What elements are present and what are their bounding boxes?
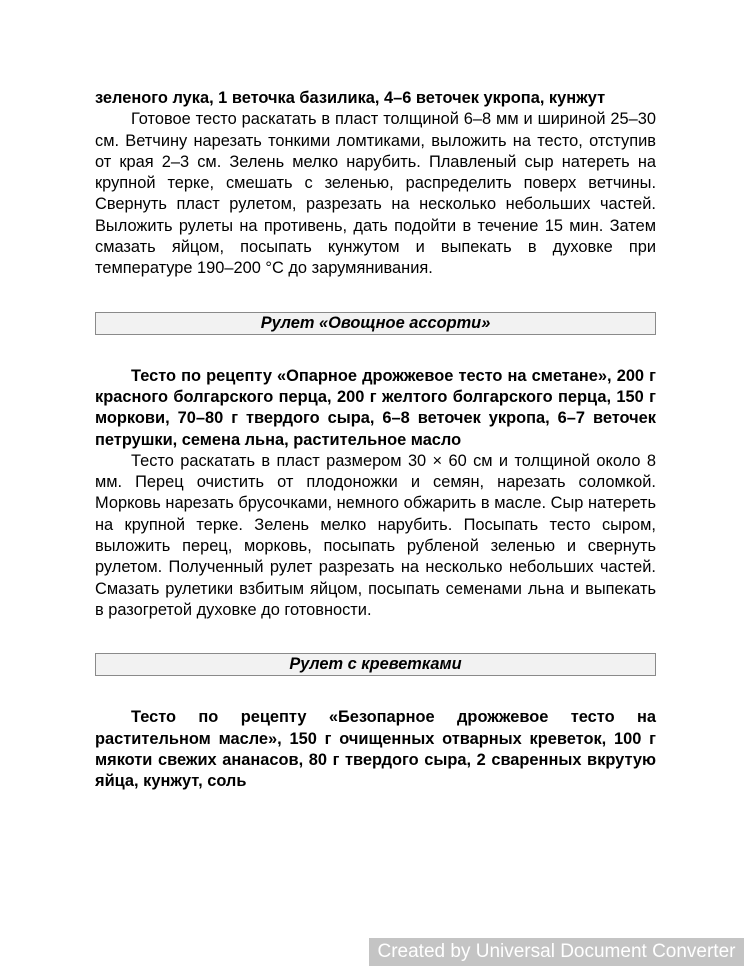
page-content (95, 88, 656, 792)
watermark: Created by Universal Document Converter (369, 938, 744, 966)
recipe2-ingredients: Тесто по рецепту «Опарное дрожжевое тесто на сметане», 200 г красного болгарского перца, 200 г желтого болгарского перца, 150 г моркови, 70–80 г твердого сыра, 6–8 веточек укропа, 6–7 веточек петрушки, семена льна, растительное масло (95, 366, 656, 449)
recipe2-method: Тесто раскатать в пласт размером 30 × 60 см и толщиной около 8 мм. Перец очистить от плодоножки и семян, нарезать соломкой. Морковь нарезать брусочками, немного обжарить в масле. Сыр натереть на крупной терке. Зелень мелко нарубить. Посыпать тесто сыром, выложить перец, морковь, посыпать рубленой зеленью и свернуть рулетом. Полученный рулет разрезать на несколько небольших частей. Смазать рулетики взбитым яйцом, посыпать семенами льна и выпекать в разогретой духовке до готовности. (95, 451, 656, 619)
recipe3-title: Рулет с креветками (95, 653, 656, 676)
recipe1-ingredients: зеленого лука, 1 веточка базилика, 4–6 веточек укропа, кунжут (95, 89, 606, 107)
recipe2-title: Рулет «Овощное ассорти» (95, 312, 656, 335)
recipe1-method: Готовое тесто раскатать в пласт толщиной 6–8 мм и шириной 25–30 см. Ветчину нарезать тонкими ломтиками, выложить на тесто, отступив от края 2–3 см. Зелень мелко нарубить. Плавленый сыр натереть на крупной терке, смешать с зеленью, распределить поверх ветчины. Свернуть пласт рулетом, разрезать на несколько небольших частей. Выложить рулеты на противень, дать подойти в течение 15 мин. Затем смазать яйцом, посыпать кунжутом и выпекать в духовке при температуре 190–200 °С до зарумянивания. (95, 110, 656, 278)
recipe3-ingredients: Тесто по рецепту «Безопарное дрожжевое тесто на растительном масле», 150 г очищенных отварных креветок, 100 г мякоти свежих ананасов, 80 г твердого сыра, 2 сваренных вкрутую яйца, кунжут, соль (95, 708, 656, 791)
